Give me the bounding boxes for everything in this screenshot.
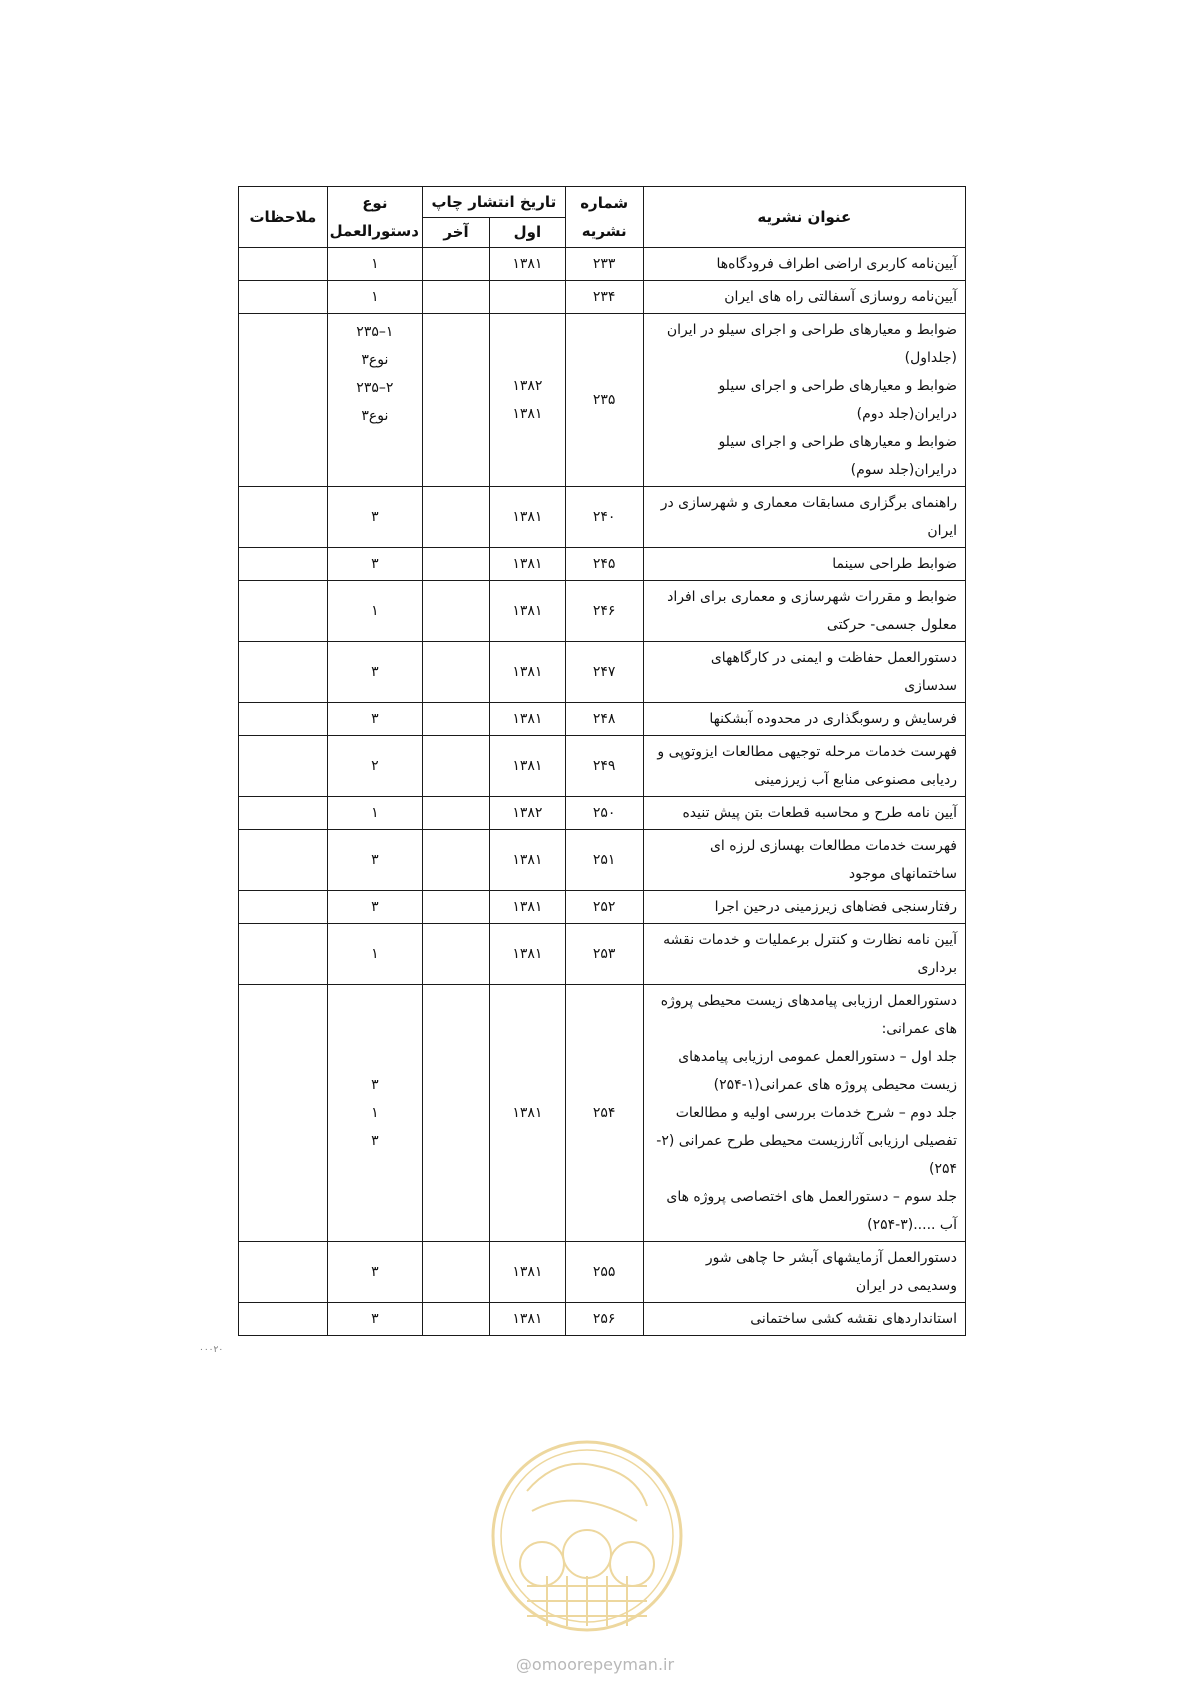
publication-number: ۲۴۷ xyxy=(565,642,643,703)
publication-title xyxy=(643,830,965,891)
header-type xyxy=(327,187,422,248)
first-print-date-line: ۱۳۸۱ xyxy=(512,556,543,572)
notes-cell xyxy=(239,985,328,1242)
first-print-date xyxy=(490,281,566,314)
publication-title-line: آیین‌نامه روسازی آسفالتی راه های ایران xyxy=(724,289,957,305)
first-print-date xyxy=(490,924,566,985)
publication-number: ۲۴۸ xyxy=(565,703,643,736)
publication-title xyxy=(643,248,965,281)
first-print-date-line: ۱۳۸۱ xyxy=(512,1105,543,1121)
publication-title-line: آیین نامه نظارت و کنترل برعملیات و خدمات نقشه xyxy=(663,932,957,948)
header-row-1 xyxy=(239,187,966,218)
notes-cell xyxy=(239,548,328,581)
last-print-date xyxy=(422,830,489,891)
publication-title-line: فرسایش و رسوبگذاری در محدوده آبشکنها xyxy=(709,711,957,727)
publication-title xyxy=(643,642,965,703)
instruction-type xyxy=(327,924,422,985)
header-type-line: دستورالعمل xyxy=(329,222,419,240)
instruction-type xyxy=(327,703,422,736)
publication-title-line: معلول جسمی- حرکتی xyxy=(826,617,957,633)
first-print-date-line: ۱۳۸۱ xyxy=(512,509,543,525)
instruction-type xyxy=(327,830,422,891)
publication-title-line: ساختمانهای موجود xyxy=(848,866,957,882)
publication-title-line: درایران(جلد سوم) xyxy=(850,462,957,478)
instruction-type xyxy=(327,1303,422,1336)
header-title: عنوان نشریه xyxy=(643,187,965,248)
last-print-date xyxy=(422,581,489,642)
first-print-date-line: ۱۳۸۲ xyxy=(512,378,543,394)
publication-number: ۲۵۵ xyxy=(565,1242,643,1303)
notes-cell xyxy=(239,314,328,487)
notes-cell xyxy=(239,830,328,891)
last-print-date xyxy=(422,487,489,548)
header-date-first: اول xyxy=(490,217,566,248)
publication-title-line: دستورالعمل حفاظت و ایمنی در کارگاههای xyxy=(710,650,957,666)
last-print-date xyxy=(422,642,489,703)
first-print-date xyxy=(490,548,566,581)
publication-title-line: ایران xyxy=(927,523,957,539)
instruction-type-line: ۲–۲۳۵ xyxy=(356,380,394,396)
instruction-type-line: ۳ xyxy=(371,852,379,868)
instruction-type xyxy=(327,548,422,581)
publication-title-line: درایران(جلد دوم) xyxy=(856,406,957,422)
first-print-date xyxy=(490,248,566,281)
notes-cell xyxy=(239,797,328,830)
publication-number: ۲۵۰ xyxy=(565,797,643,830)
instruction-type-line: ۱ xyxy=(371,805,379,821)
table-row xyxy=(239,924,966,985)
instruction-type-line: ۱ xyxy=(371,603,379,619)
table-row xyxy=(239,891,966,924)
publication-title xyxy=(643,797,965,830)
notes-cell xyxy=(239,281,328,314)
first-print-date xyxy=(490,830,566,891)
publication-title-line: آیین نامه طرح و محاسبه قطعات بتن پیش تنیده xyxy=(682,805,957,821)
instruction-type xyxy=(327,248,422,281)
first-print-date xyxy=(490,985,566,1242)
table-row xyxy=(239,314,966,487)
table-row xyxy=(239,736,966,797)
publications-table xyxy=(238,186,966,1336)
notes-cell xyxy=(239,924,328,985)
publication-title xyxy=(643,924,965,985)
table-row xyxy=(239,281,966,314)
first-print-date xyxy=(490,797,566,830)
instruction-type xyxy=(327,891,422,924)
last-print-date xyxy=(422,891,489,924)
table-body xyxy=(239,248,966,1336)
table-row xyxy=(239,703,966,736)
publication-number: ۲۳۴ xyxy=(565,281,643,314)
instruction-type-line: ۱ xyxy=(371,946,379,962)
publication-title xyxy=(643,1242,965,1303)
first-print-date-line: ۱۳۸۱ xyxy=(512,603,543,619)
publication-title xyxy=(643,891,965,924)
table-row xyxy=(239,581,966,642)
instruction-type xyxy=(327,314,422,487)
publication-number: ۲۳۵ xyxy=(565,314,643,487)
publication-number: ۲۴۰ xyxy=(565,487,643,548)
table-row xyxy=(239,1242,966,1303)
instruction-type-line: ۳ xyxy=(371,509,379,525)
notes-cell xyxy=(239,642,328,703)
site-url[interactable]: @omoorepeyman.ir xyxy=(515,1655,675,1674)
first-print-date xyxy=(490,642,566,703)
last-print-date xyxy=(422,924,489,985)
publication-title xyxy=(643,548,965,581)
first-print-date xyxy=(490,703,566,736)
publication-title-line: تفصیلی ارزیابی آثارزیست محیطی طرح عمرانی (۲- xyxy=(656,1133,957,1149)
publication-title-line: فهرست خدمات مرحله توجیهی مطالعات ایزوتوپی و xyxy=(657,744,957,760)
notes-cell xyxy=(239,1242,328,1303)
first-print-date-line: ۱۳۸۱ xyxy=(512,758,543,774)
table-row xyxy=(239,797,966,830)
publication-title-line: ضوابط و معیارهای طراحی و اجرای سیلو xyxy=(718,378,957,394)
publication-title-line: استانداردهای نقشه کشی ساختمانی xyxy=(750,1311,957,1327)
last-print-date xyxy=(422,548,489,581)
publication-number: ۲۵۳ xyxy=(565,924,643,985)
publication-title xyxy=(643,581,965,642)
instruction-type xyxy=(327,281,422,314)
publication-title-line: (جلداول) xyxy=(904,350,957,366)
publication-title xyxy=(643,736,965,797)
first-print-date xyxy=(490,314,566,487)
publication-title xyxy=(643,985,965,1242)
first-print-date-line: ۱۳۸۱ xyxy=(512,664,543,680)
last-print-date xyxy=(422,985,489,1242)
last-print-date xyxy=(422,1303,489,1336)
first-print-date xyxy=(490,736,566,797)
notes-cell xyxy=(239,703,328,736)
last-print-date xyxy=(422,1242,489,1303)
last-print-date xyxy=(422,736,489,797)
publication-title-line: آب .....(۳-۲۵۴) xyxy=(867,1217,957,1233)
instruction-type xyxy=(327,1242,422,1303)
instruction-type-line: ۳ xyxy=(371,1311,379,1327)
last-print-date xyxy=(422,797,489,830)
first-print-date xyxy=(490,1303,566,1336)
instruction-type-line: ۱ xyxy=(371,256,379,272)
publication-title-line: جلد سوم – دستورالعمل های اختصاصی پروژه های xyxy=(666,1189,957,1205)
publication-number: ۲۴۵ xyxy=(565,548,643,581)
publication-number: ۲۵۲ xyxy=(565,891,643,924)
last-print-date xyxy=(422,703,489,736)
table-row xyxy=(239,1303,966,1336)
first-print-date xyxy=(490,487,566,548)
publication-title xyxy=(643,487,965,548)
instruction-type-line: ۱ xyxy=(371,289,379,305)
table-row xyxy=(239,487,966,548)
publication-title-line: برداری xyxy=(917,960,957,976)
instruction-type xyxy=(327,487,422,548)
omoorepeyman-seal-icon xyxy=(487,1436,687,1636)
first-print-date-line: ۱۳۸۱ xyxy=(512,899,543,915)
first-print-date xyxy=(490,1242,566,1303)
publication-title-line: رفتارسنجی فضاهای زیرزمینی درحین اجرا xyxy=(714,899,957,915)
instruction-type xyxy=(327,581,422,642)
publication-title-line: ۲۵۴) xyxy=(928,1161,957,1177)
first-print-date-line: ۱۳۸۱ xyxy=(512,1311,543,1327)
table-row xyxy=(239,248,966,281)
publication-title-line: ردیابی مصنوعی منابع آب زیرزمینی xyxy=(754,772,957,788)
header-number xyxy=(565,187,643,248)
instruction-type-line: ۲ xyxy=(371,758,379,774)
publication-title-line: جلد اول – دستورالعمل عمومی ارزیابی پیامدهای xyxy=(678,1049,957,1065)
publication-title-line: سدسازی xyxy=(904,678,957,694)
publication-title-line: ضوابط و معیارهای طراحی و اجرای سیلو در ایران xyxy=(666,322,957,338)
instruction-type-line: ۳ xyxy=(371,899,379,915)
first-print-date-line: ۱۳۸۱ xyxy=(512,1264,543,1280)
instruction-type-line: ۱ xyxy=(371,1105,379,1121)
header-date-group: تاریخ انتشار چاپ xyxy=(422,187,565,218)
first-print-date xyxy=(490,891,566,924)
publication-title xyxy=(643,281,965,314)
instruction-type-line: نوع۳ xyxy=(361,408,389,424)
first-print-date-line: ۱۳۸۱ xyxy=(512,406,543,422)
publication-title-line: راهنمای برگزاری مسابقات معماری و شهرسازی در xyxy=(660,495,957,511)
publication-number: ۲۵۴ xyxy=(565,985,643,1242)
publication-number: ۲۴۹ xyxy=(565,736,643,797)
publication-title-line: ضوابط و مقررات شهرسازی و معماری برای افراد xyxy=(667,589,957,605)
instruction-type xyxy=(327,736,422,797)
table-row xyxy=(239,548,966,581)
first-print-date-line: ۱۳۸۲ xyxy=(512,805,543,821)
publication-title-line: دستورالعمل آزمایشهای آبشر‌ ‌حا‌ ‌چاهی شور xyxy=(705,1250,957,1266)
table-row xyxy=(239,830,966,891)
table-row xyxy=(239,642,966,703)
publication-number: ۲۵۱ xyxy=(565,830,643,891)
instruction-type-line: ۳ xyxy=(371,1264,379,1280)
last-print-date xyxy=(422,314,489,487)
last-print-date xyxy=(422,248,489,281)
instruction-type xyxy=(327,797,422,830)
publication-title-line: زیست محیطی پروژه های عمرانی(۱-۲۵۴) xyxy=(713,1077,957,1093)
first-print-date-line: ۱۳۸۱ xyxy=(512,852,543,868)
instruction-type xyxy=(327,642,422,703)
publication-title-line: دستورالعمل ارزیابی پیامدهای زیست محیطی پروژه xyxy=(660,993,957,1009)
notes-cell xyxy=(239,1303,328,1336)
instruction-type xyxy=(327,985,422,1242)
publication-title-line: ضوابط طراحی سینما xyxy=(832,556,957,572)
notes-cell xyxy=(239,248,328,281)
publication-title xyxy=(643,1303,965,1336)
publication-title-line: آیین‌نامه کاربری اراضی اطراف فرودگاه‌ها xyxy=(716,256,957,272)
publication-title-line: فهرست خدمات مطالعات بهسازی لرزه ای xyxy=(709,838,957,854)
header-notes: ملاحظات xyxy=(239,187,328,248)
publication-title xyxy=(643,314,965,487)
notes-cell xyxy=(239,487,328,548)
instruction-type-line: نوع۳ xyxy=(361,352,389,368)
first-print-date xyxy=(490,581,566,642)
first-print-date-line: ۱۳۸۱ xyxy=(512,256,543,272)
publication-title-line: ضوابط و معیارهای طراحی و اجرای سیلو xyxy=(718,434,957,450)
instruction-type-line: ۱–۲۳۵ xyxy=(356,324,394,340)
table-row xyxy=(239,985,966,1242)
last-print-date xyxy=(422,281,489,314)
instruction-type-line: ۳ xyxy=(371,556,379,572)
header-number-line: شماره xyxy=(580,194,629,212)
header-date-last: آخر xyxy=(422,217,489,248)
publication-number: ۲۳۳ xyxy=(565,248,643,281)
publication-number: ۲۴۶ xyxy=(565,581,643,642)
publication-title-line: جلد دوم – شرح خدمات بررسی اولیه و مطالعات xyxy=(675,1105,957,1121)
first-print-date-line: ۱۳۸۱ xyxy=(512,946,543,962)
instruction-type-line: ۳ xyxy=(371,711,379,727)
page-mark: ۰۰۰۲۰ xyxy=(199,1345,224,1355)
instruction-type-line: ۳ xyxy=(371,1133,379,1149)
header-type-line: نوع xyxy=(362,194,388,212)
publication-title-line: وسدیمی در ایران xyxy=(855,1278,957,1294)
publication-title-line: های عمرانی: xyxy=(881,1021,957,1037)
instruction-type-line: ۳ xyxy=(371,664,379,680)
publication-number: ۲۵۶ xyxy=(565,1303,643,1336)
first-print-date-line: ۱۳۸۱ xyxy=(512,711,543,727)
header-number-line: نشریه xyxy=(581,222,627,240)
instruction-type-line: ۳ xyxy=(371,1077,379,1093)
notes-cell xyxy=(239,736,328,797)
publication-title xyxy=(643,703,965,736)
notes-cell xyxy=(239,581,328,642)
notes-cell xyxy=(239,891,328,924)
